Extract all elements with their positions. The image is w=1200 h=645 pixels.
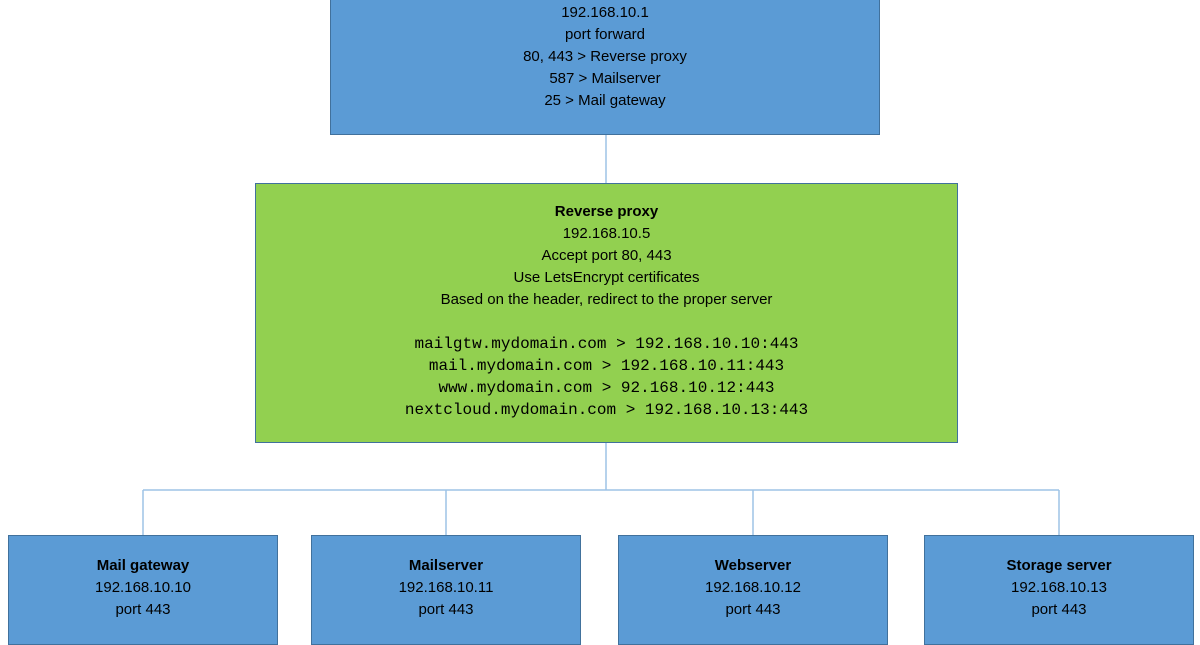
proxy-rule-www: www.mydomain.com > 92.168.10.12:443 [438, 379, 775, 397]
server-ip: 192.168.10.10 [95, 579, 191, 596]
reverse-proxy-node [255, 183, 958, 443]
proxy-ip: 192.168.10.5 [562, 225, 651, 242]
server-ip: 192.168.10.13 [1011, 579, 1107, 596]
router-rule-reverse-proxy: 80, 443 > Reverse proxy [523, 48, 687, 65]
server-port: port 443 [115, 601, 171, 618]
server-title: Storage server [1006, 557, 1112, 574]
server-node-mail-gateway [8, 535, 278, 645]
server-title: Mailserver [408, 557, 484, 574]
router-line-port-forward: port forward [564, 26, 646, 43]
proxy-certificates: Use LetsEncrypt certificates [513, 269, 700, 286]
server-title: Mail gateway [96, 557, 190, 574]
server-port: port 443 [1031, 601, 1087, 618]
router-ip: 192.168.10.1 [561, 4, 649, 21]
proxy-rule-nextcloud: nextcloud.mydomain.com > 192.168.10.13:443 [404, 401, 809, 419]
proxy-description: Based on the header, redirect to the proper server [440, 291, 773, 308]
proxy-rule-mail: mail.mydomain.com > 192.168.10.11:443 [428, 357, 785, 375]
proxy-title: Reverse proxy [554, 203, 659, 220]
server-ip: 192.168.10.11 [398, 579, 494, 596]
proxy-spacer [256, 311, 957, 333]
server-node-storage-server [924, 535, 1194, 645]
server-port: port 443 [725, 601, 781, 618]
proxy-rule-mailgtw: mailgtw.mydomain.com > 192.168.10.10:443 [414, 335, 799, 353]
server-port: port 443 [418, 601, 474, 618]
router-rule-mailserver: 587 > Mailserver [549, 70, 661, 87]
server-node-webserver [618, 535, 888, 645]
server-node-mailserver [311, 535, 581, 645]
server-ip: 192.168.10.12 [705, 579, 801, 596]
router-rule-mail-gateway: 25 > Mail gateway [544, 92, 666, 109]
proxy-accept-ports: Accept port 80, 443 [541, 247, 672, 264]
router-node [330, 0, 880, 135]
server-title: Webserver [714, 557, 792, 574]
